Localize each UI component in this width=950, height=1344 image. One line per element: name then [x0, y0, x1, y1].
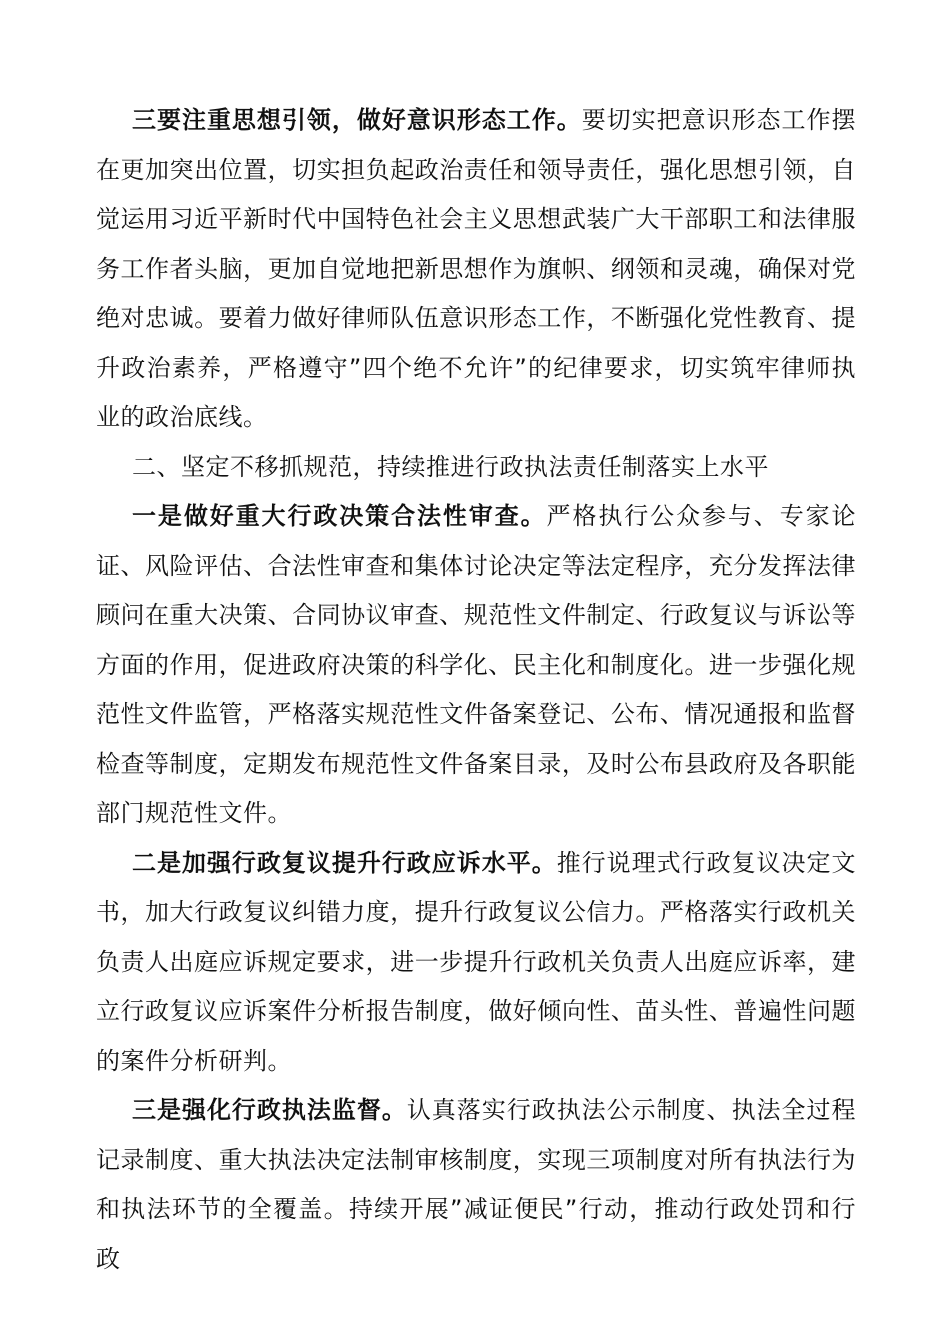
paragraph-ideology — [96, 96, 856, 443]
paragraph-text: 要切实把意识形态工作摆在更加突出位置，切实担负起政治责任和领导责任，强化思想引领，自觉运用习近平新时代中国特色社会主义思想武装广大干部职工和法律服务工作者头脑，更加自觉地把新思想作为旗帜、纲领和灵魂，确保对党绝对忠诚。要着力做好律师队伍意识形态工作，不断强化党性教育、提升政治素养，严格遵守”四个绝不允许”的纪律要求，切实筑牢律师执业的政治底线。 — [96, 106, 857, 431]
paragraph-lead: 三要注重思想引领，做好意识形态工作。 — [132, 106, 582, 134]
paragraph-enforcement-supervision — [96, 1086, 856, 1284]
paragraph-lead: 三是强化行政执法监督。 — [132, 1096, 407, 1124]
section-heading-text: 二、坚定不移抓规范，持续推进行政执法责任制落实上水平 — [132, 452, 769, 481]
paragraph-administrative-review — [96, 839, 856, 1087]
paragraph-text: 认真落实行政执法公示制度、执法全过程记录制度、重大执法决定法制审核制度，实现三项制度对所有执法行为和执法环节的全覆盖。持续开展”减证便民”行动，推动行政处罚和行政 — [96, 1096, 857, 1273]
section-heading — [96, 443, 856, 493]
paragraph-text: 推行说理式行政复议决定文书，加大行政复议纠错力度，提升行政复议公信力。严格落实行政机关负责人出庭应诉规定要求，进一步提升行政机关负责人出庭应诉率，建立行政复议应诉案件分析报告制度，做好倾向性、苗头性、普遍性问题的案件分析研判。 — [96, 848, 857, 1075]
paragraph-decision-review — [96, 492, 856, 839]
document-body — [96, 96, 856, 1284]
paragraph-text: 严格执行公众参与、专家论证、风险评估、合法性审查和集体讨论决定等法定程序，充分发挥法律顾问在重大决策、合同协议审查、规范性文件制定、行政复议与诉讼等方面的作用，促进政府决策的科学化、民主化和制度化。进一步强化规范性文件监管，严格落实规范性文件备案登记、公布、情况通报和监督检查等制度，定期发布规范性文件备案目录，及时公布县政府及各职能部门规范性文件。 — [96, 502, 857, 827]
paragraph-lead: 二是加强行政复议提升行政应诉水平。 — [132, 848, 557, 877]
paragraph-lead: 一是做好重大行政决策合法性审查。 — [132, 502, 547, 530]
